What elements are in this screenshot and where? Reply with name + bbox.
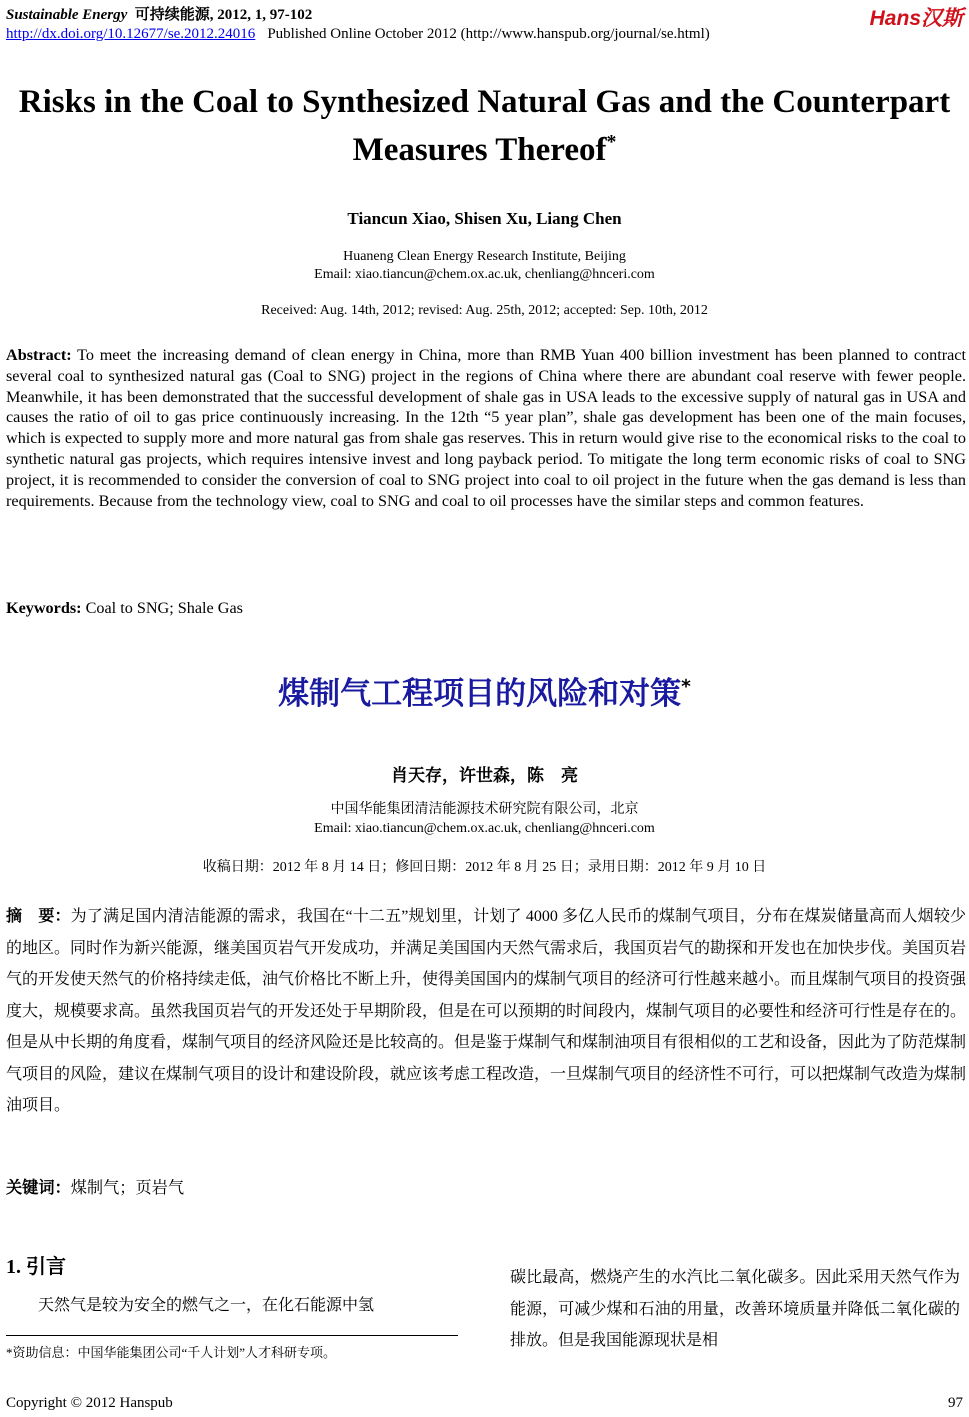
authors-cn: 肖天存，许世森，陈 亮: [391, 766, 578, 785]
doi-line: http://dx.doi.org/10.12677/se.2012.24016 Published Online October 2012 (http://www.hanspub.org/journal/se.html): [6, 26, 710, 42]
received-en: Received: Aug. 14th, 2012; revised: Aug. 25th, 2012; accepted: Sep. 10th, 2012: [261, 303, 708, 318]
section-heading: 1. 引言: [6, 1256, 66, 1278]
authors-en: Tiancun Xiao, Shisen Xu, Liang Chen: [347, 209, 622, 228]
paper-title-cn: 煤制气工程项目的风险和对策*: [278, 676, 691, 712]
hans-logo: Hans汉斯: [869, 7, 963, 30]
body-right-column: 碳比最高，燃烧产生的水汽比二氧化碳多。因此采用天然气作为能源，可减少煤和石油的用量，改善环境质量并降低二氧化碳的排放。但是我国能源现状是相: [510, 1269, 960, 1349]
body-left-column: 天然气是较为安全的燃气之一，在化石能源中氢: [38, 1297, 375, 1314]
received-cn: 收稿日期：2012 年 8 月 14 日；修回日期：2012 年 8 月 25 日；录用日期：2012 年 9 月 10 日: [202, 860, 767, 875]
footnote: *资助信息：中国华能集团公司“千人计划”人才科研专项。: [6, 1345, 337, 1360]
affiliation-cn: 中国华能集团清洁能源技术研究院有限公司，北京 Email: xiao.tiancun@chem.ox.ac.uk, chenliang@hnceri.com: [314, 802, 655, 836]
keywords-cn: 关键词：煤制气；页岩气: [6, 1178, 185, 1197]
page-number: 97: [948, 1395, 963, 1411]
copyright: Copyright © 2012 Hanspub: [6, 1395, 173, 1411]
affiliation-en: Huaneng Clean Energy Research Institute, Beijing Email: xiao.tiancun@chem.ox.ac.uk, chenliang@hnceri.com: [314, 249, 655, 282]
journal-header: Sustainable Energy 可持续能源, 2012, 1, 97-102: [6, 7, 313, 23]
abstract-en: Abstract: To meet the increasing demand of clean energy in China, more than RMB Yuan 400 billion investment has been planned to contract several coal to synthesized natural gas (Coal to SNG) project in the regions of China where there are abundant coal reserve with fewer people. Meanwhile, it has been demonstrated that the successful development of shale gas in USA leads to the excessive supply of natural gas in USA and causes the ratio of oil to gas price continuously increasing. In the 12th “5 year plan”, shale gas development has been one of the main focuses, which is expected to supply more and more natural gas from shale gas reserves. This in return would give rise to the economical risks to the coal to synthetic natural gas projects, which requires intensive invest and long payback period. To mitigate the long term economic risks of coal to SNG project, it is recommended to consider the conversion of coal to SNG project into coal to oil project in the future when the gas demand is less than requirements. Because from the technology view, coal to SNG and coal to oil processes have the similar steps and common features.: [6, 346, 966, 510]
abstract-cn: 摘 要：为了满足国内清洁能源的需求，我国在“十二五”规划里，计划了 4000 多亿人民币的煤制气项目，分布在煤炭储量高而人烟较少的地区。同时作为新兴能源，继美国页岩气开发成功，并满足美国国内天然气需求后，我国页岩气的勘探和开发也在加快步伐。美国页岩气的开发使天然气的价格持续走低，油气价格比不断上升，使得美国国内的煤制气项目的经济可行性越来越小。而且煤制气项目的投资强度大，规模要求高。虽然我国页岩气的开发还处于早期阶段，但是在可以预期的时间段内，煤制气项目的必要性和经济可行性是存在的。但是从中长期的角度看，煤制气项目的经济风险还是比较高的。但是鉴于煤制气和煤制油项目有很相似的工艺和设备，因此为了防范煤制气项目的风险，建议在煤制气项目的设计和建设阶段，就应该考虑工程改造，一旦煤制气项目的经济性不可行，可以把煤制气改造为煤制油项目。: [6, 906, 967, 1114]
footnote-divider: [6, 1335, 458, 1336]
keywords-en: Keywords: Coal to SNG; Shale Gas: [6, 599, 243, 617]
paper-title: Risks in the Coal to Synthesized Natural Gas and the Counterpart Measures Thereof*: [18, 84, 951, 168]
doi-link[interactable]: http://dx.doi.org/10.12677/se.2012.24016: [6, 26, 256, 42]
